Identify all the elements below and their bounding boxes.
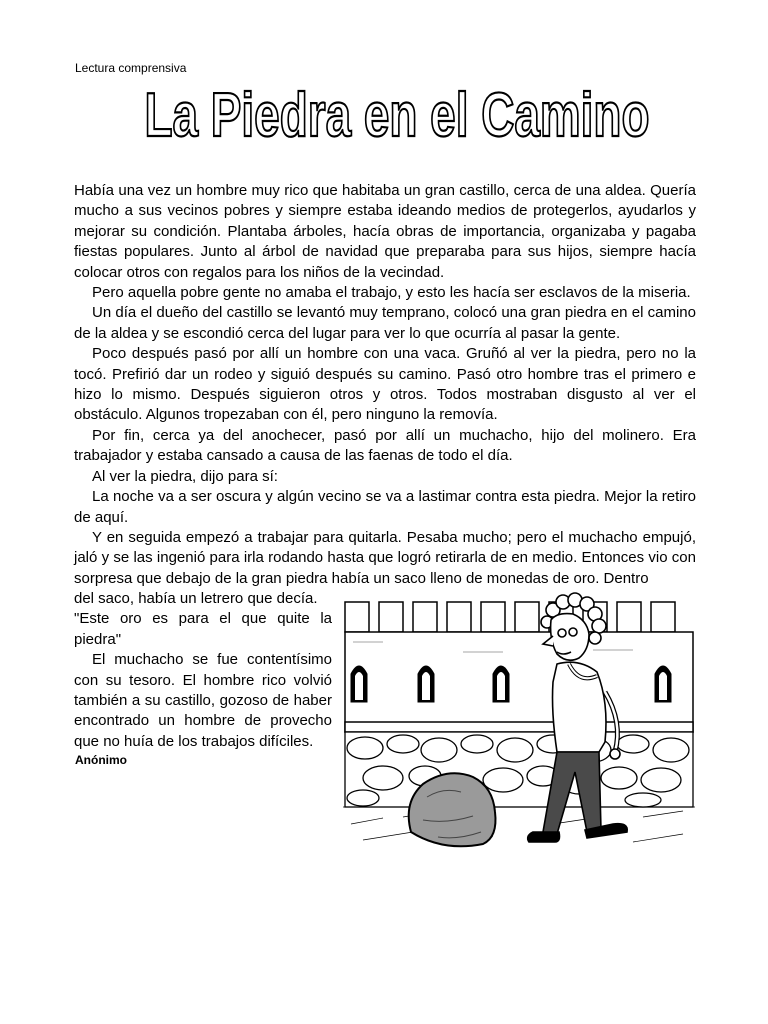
battlements: [345, 602, 693, 732]
story-body: [74, 181, 696, 589]
ground-hatching: [343, 807, 695, 844]
stone-wall: [345, 732, 693, 807]
story-paragraph-2: Pero aquella pobre gente no amaba el trabajo, y esto les hacía ser esclavos de la miseria.: [92, 284, 691, 302]
story-paragraph-6: Al ver la piedra, dijo para sí:: [92, 467, 278, 485]
story-wrapped-line: del saco, había un letrero que decía.: [74, 590, 318, 607]
stone-icon: [409, 773, 496, 846]
story-paragraph-8: Y en seguida empezó a trabajar para quitarla. Pesaba mucho; pero el muchacho empujó, jaló y se las ingenió para irla rodando hasta que logró retirarla de en medio. Entonces vio con sorpresa que debajo de la gran piedra había un saco lleno de monedas de oro. Dentro: [74, 528, 696, 587]
subject-label: Lectura comprensiva: [75, 61, 187, 75]
story-ending: El muchacho se fue contentísimo con su tesoro. El hombre rico volvió también a su castillo, gozoso de haber encontrado un hombre de provecho que no huía de los trabajos difíciles.: [74, 651, 332, 750]
cornice-band: [345, 722, 693, 732]
title-text: La Piedra en el Camino: [144, 81, 650, 150]
story-paragraph-4: Poco después pasó por allí un hombre con una vaca. Gruñó al ver la piedra, pero no la tocó. Prefirió dar un rodeo y siguió después su camino. Pasó otro hombre tras el primero e hizo lo mismo. Después siguieron otros y otros. Todos mostraban disgusto al ver el obstáculo. Algunos tropezaban con él, pero ninguno la removía.: [74, 345, 696, 424]
story-illustration: [343, 592, 695, 854]
story-paragraph-3: Un día el dueño del castillo se levantó muy temprano, colocó una gran piedra en el camino de la aldea y se escondió cerca del lugar para ver lo que ocurría al pasar la gente.: [74, 304, 696, 342]
story-quote: "Este oro es para el que quite la piedra": [74, 610, 332, 648]
story-paragraph-7: La noche va a ser oscura y algún vecino se va a lastimar contra esta piedra. Mejor la retiro de aquí.: [74, 488, 696, 526]
story-wrapped-column: [74, 589, 332, 752]
page-title: [140, 78, 655, 148]
author-signature: Anónimo: [75, 753, 127, 767]
story-paragraph-1: Había una vez un hombre muy rico que habitaba un gran castillo, cerca de una aldea. Quería mucho a sus vecinos pobres y siempre estaba ideando medios de protegerlos, ayudarlos y mejorar su condición. Plantaba árboles, hacía obras de importancia, organizaba y pagaba fiestas populares. Junto al árbol de navidad que preparaba para sus hijos, siempre hacía colocar otros con regalos para los niños de la vecindad.: [74, 182, 696, 281]
story-paragraph-5: Por fin, cerca ya del anochecer, pasó por allí un muchacho, hijo del molinero. Era trabajador y estaba cansado a causa de las faenas de todo el día.: [74, 426, 696, 465]
castle-wall-drawing: [343, 592, 695, 854]
outlined-title: [140, 78, 655, 148]
